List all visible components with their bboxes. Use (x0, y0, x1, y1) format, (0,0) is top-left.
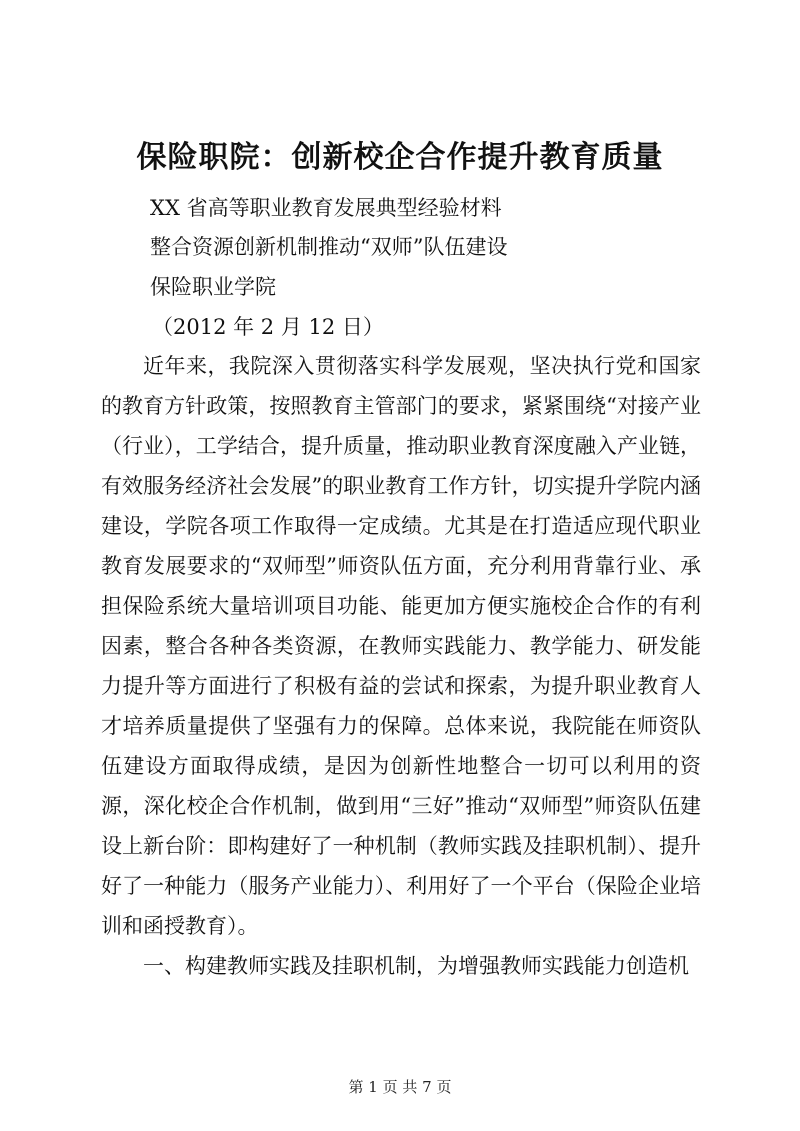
document-title: 保险职院：创新校企合作提升教育质量 (136, 140, 664, 175)
body-text (101, 346, 701, 986)
subtitle-line-2: 整合资源创新机制推动“双师”队伍建设 (150, 235, 508, 259)
paragraph-1: 近年来，我院深入贯彻落实科学发展观，坚决执行党和国家的教育方针政策，按照教育主管部门的要求，紧紧围绕“对接产业（行业），工学结合，提升质量，推动职业教育深度融入产业链，有效服务经济社会发展”的职业教育工作方针，切实提升学院内涵建设，学院各项工作取得一定成绩。尤其是在打造适应现代职业教育发展要求的“双师型”师资队伍方面，充分利用背靠行业、承担保险系统大量培训项目功能、能更加方便实施校企合作的有利因素，整合各种各类资源，在教师实践能力、教学能力、研发能力提升等方面进行了积极有益的尝试和探索，为提升职业教育人才培养质量提供了坚强有力的保障。总体来说，我院能在师资队伍建设方面取得成绩，是因为创新性地整合一切可以利用的资源，深化校企合作机制，做到用“三好”推动“双师型”师资队伍建设上新台阶：即构建好了一种机制（教师实践及挂职机制）、提升好了一种能力（服务产业能力）、利用好了一个平台（保险企业培训和函授教育）。 (101, 354, 701, 938)
subtitle-line-3: 保险职业学院 (150, 275, 276, 299)
subtitle-line-1: XX 省高等职业教育发展典型经验材料 (150, 196, 502, 220)
subtitle-line-date: （2012 年 2 月 12 日） (152, 315, 384, 339)
paragraph-2: 一、构建教师实践及挂职机制，为增强教师实践能力创造机 (143, 954, 689, 978)
page-footer: 第 1 页 共 7 页 (348, 1078, 452, 1096)
